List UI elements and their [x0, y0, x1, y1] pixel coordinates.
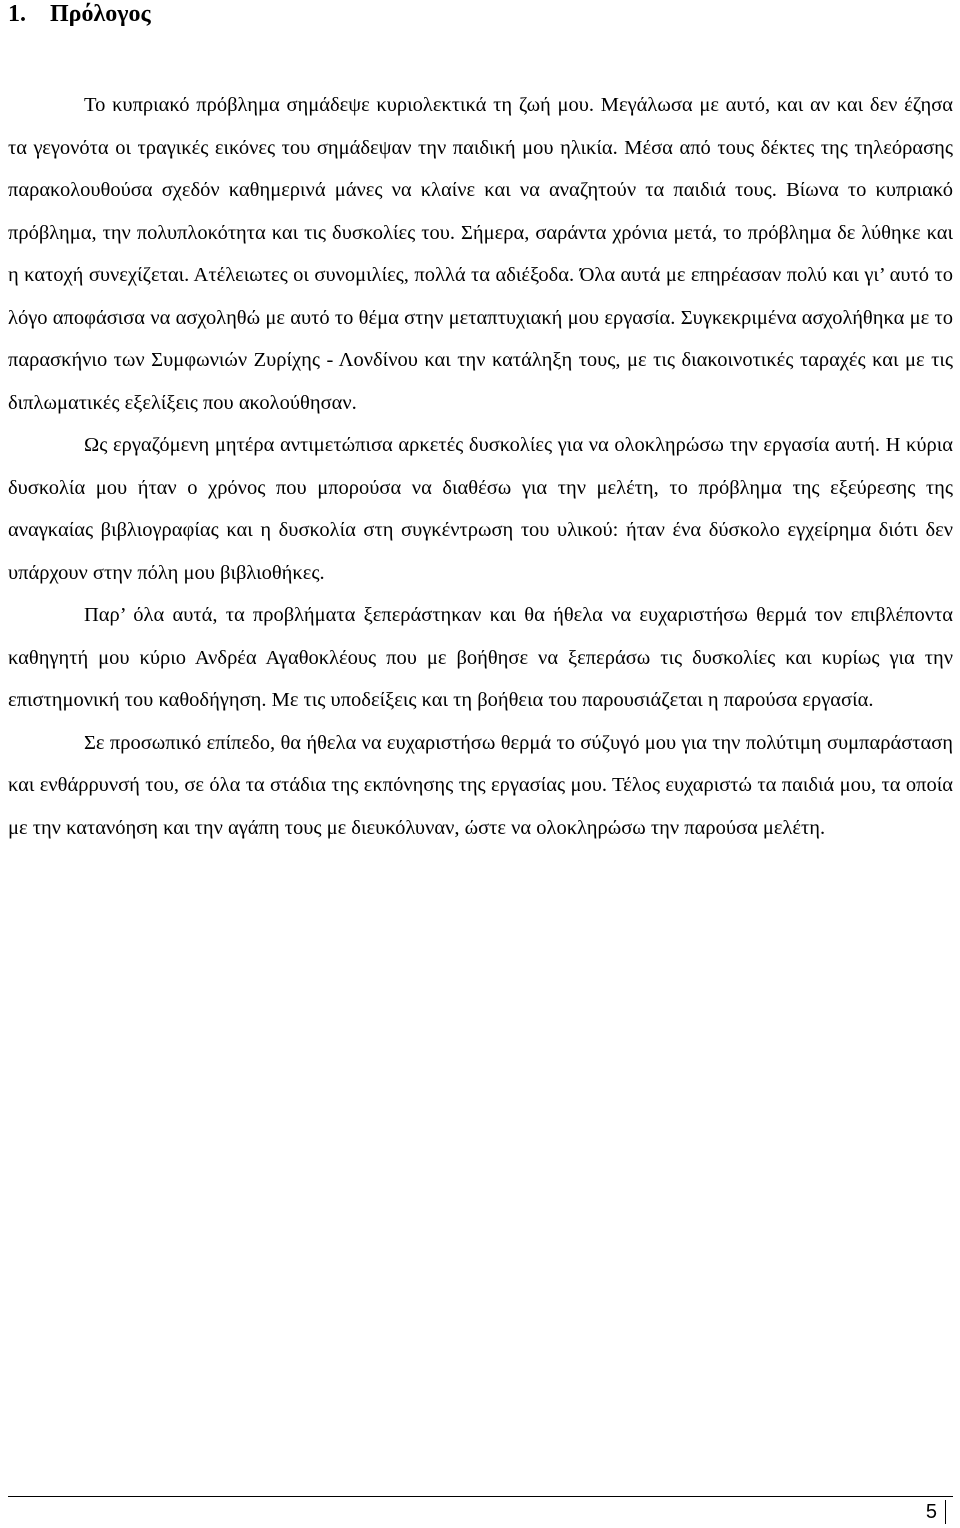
page-number: 5 [926, 1500, 946, 1524]
footer-divider [8, 1496, 953, 1497]
section-heading [8, 0, 151, 28]
paragraph-1: Το κυπριακό πρόβλημα σημάδεψε κυριολεκτικά τη ζωή μου. Μεγάλωσα με αυτό, και αν και δεν έζησα τα γεγονότα οι τραγικές εικόνες του σημάδεψαν την παιδική μου ηλικία. Μέσα από τους δέκτες της τηλεόρασης παρακολουθούσα σχεδόν καθημερινά μάνες να κλαίνε και να αναζητούν τα παιδιά τους. Βίωνα το κυπριακό πρόβλημα, την πολυπλοκότητα και τις δυσκολίες του. Σήμερα, σαράντα χρόνια μετά, το πρόβλημα δε λύθηκε και η κατοχή συνεχίζεται. Ατέλειωτες οι συνομιλίες, πολλά τα αδιέξοδα. Όλα αυτά με επηρέασαν πολύ και γι’ αυτό το λόγο αποφάσισα να ασχοληθώ με αυτό το θέμα στην μεταπτυχιακή μου εργασία. Συγκεκριμένα ασχολήθηκα με το παρασκήνιο των Συμφωνιών Ζυρίχης - Λονδίνου και την κατάληξη τους, με τις διακοινοτικές ταραχές και με τις διπλωματικές εξελίξεις που ακολούθησαν. [8, 94, 953, 414]
section-title: Πρόλογος [50, 1, 151, 27]
paragraph-2: Ως εργαζόμενη μητέρα αντιμετώπισα αρκετές δυσκολίες για να ολοκληρώσω την εργασία αυτή. Η κύρια δυσκολία μου ήταν ο χρόνος που μπορούσα να διαθέσω για την μελέτη, το πρόβλημα της εξεύρεσης της αναγκαίας βιβλιογραφίας και η δυσκολία στη συγκέντρωση του υλικού: ήταν ένα δύσκολο εγχείρημα διότι δεν υπάρχουν στην πόλη μου βιβλιοθήκες. [8, 434, 953, 584]
section-number: 1. [8, 1, 26, 27]
paragraph-4: Σε προσωπικό επίπεδο, θα ήθελα να ευχαριστήσω θερμά το σύζυγό μου για την πολύτιμη συμπαράσταση και ενθάρρυνσή του, σε όλα τα στάδια της εκπόνησης της εργασίας μου. Τέλος ευχαριστώ τα παιδιά μου, τα οποία με την κατανόηση και την αγάπη τους με διευκόλυναν, ώστε να ολοκληρώσω την παρούσα μελέτη. [8, 731, 953, 839]
body-text [8, 84, 953, 849]
paragraph-3: Παρ’ όλα αυτά, τα προβλήματα ξεπεράστηκαν και θα ήθελα να ευχαριστήσω θερμά τον επιβλέποντα καθηγητή μου κύριο Ανδρέα Αγαθοκλέους που με βοήθησε να ξεπεράσω τις δυσκολίες και κυρίως για την επιστημονική του καθοδήγηση. Με τις υποδείξεις και τη βοήθεια του παρουσιάζεται η παρούσα εργασία. [8, 604, 953, 711]
